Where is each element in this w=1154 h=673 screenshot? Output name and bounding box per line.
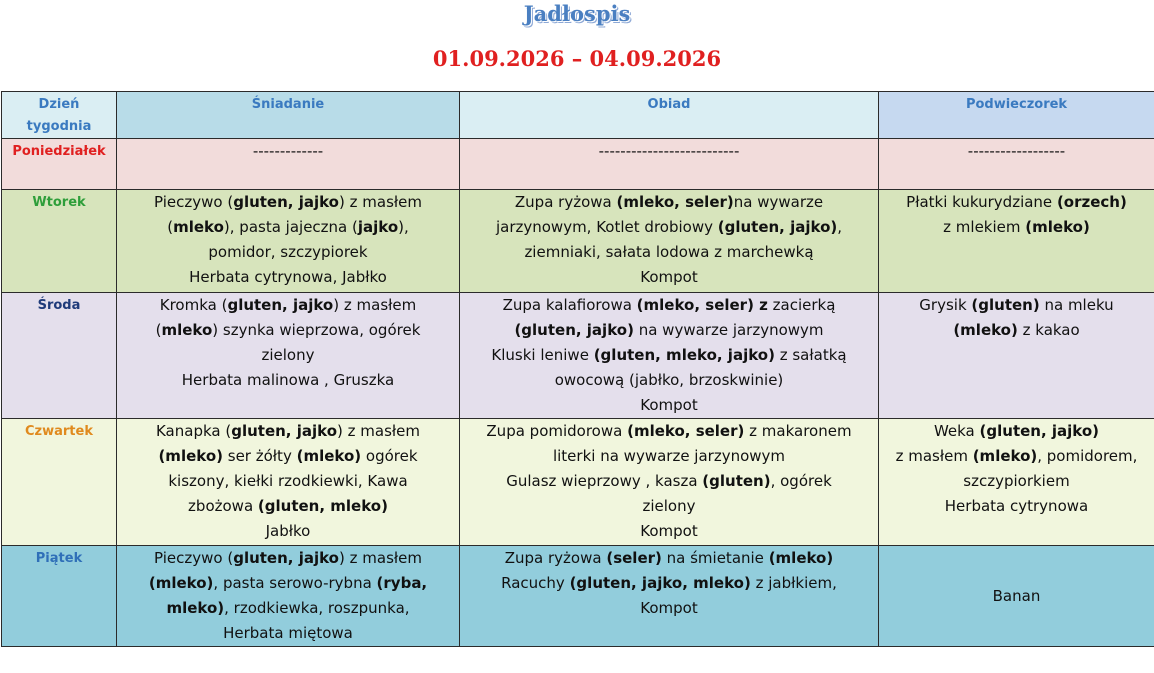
column-header-day-line2: tygodnia	[26, 119, 92, 134]
day-thursday: Czwartek	[2, 419, 117, 546]
tuesday-snack: Płatki kukurydziane (orzech) z mlekiem (mleko)	[879, 190, 1154, 293]
friday-breakfast: Pieczywo (gluten, jajko) z masłem (mleko), pasta serowo-rybna (ryba, mleko), rzodkiewka, roszpunka, Herbata miętowa	[117, 546, 460, 647]
table-row-friday	[2, 546, 1154, 647]
monday-snack: ------------------	[879, 139, 1154, 190]
day-monday: Poniedziałek	[2, 139, 117, 190]
day-wednesday: Środa	[2, 293, 117, 419]
table-row-wednesday	[2, 293, 1154, 419]
table-header-row	[2, 92, 1154, 139]
table-row-tuesday	[2, 190, 1154, 293]
wednesday-breakfast: Kromka (gluten, jajko) z masłem (mleko) szynka wieprzowa, ogórek zielony Herbata malinowa , Gruszka	[117, 293, 460, 419]
thursday-lunch: Zupa pomidorowa (mleko, seler) z makaronem literki na wywarze jarzynowym Gulasz wieprzowy , kasza (gluten), ogórek zielony Kompot	[460, 419, 879, 546]
monday-lunch: --------------------------	[460, 139, 879, 190]
tuesday-breakfast: Pieczywo (gluten, jajko) z masłem (mleko), pasta jajeczna (jajko), pomidor, szczypiorek Herbata cytrynowa, Jabłko	[117, 190, 460, 293]
monday-breakfast: -------------	[117, 139, 460, 190]
thursday-snack: Weka (gluten, jajko) z masłem (mleko), pomidorem, szczypiorkiem Herbata cytrynowa	[879, 419, 1154, 546]
wednesday-snack: Grysik (gluten) na mleku (mleko) z kakao	[879, 293, 1154, 419]
tuesday-lunch: Zupa ryżowa (mleko, seler)na wywarze jarzynowym, Kotlet drobiowy (gluten, jajko), ziemniaki, sałata lodowa z marchewką Kompot	[460, 190, 879, 293]
page-title: Jadłospis	[523, 1, 631, 26]
menu-table	[1, 91, 1154, 647]
wednesday-lunch: Zupa kalafiorowa (mleko, seler) z zacierką (gluten, jajko) na wywarze jarzynowym Kluski leniwe (gluten, mleko, jajko) z sałatką owocową (jabłko, brzoskwinie) Kompot	[460, 293, 879, 419]
table-row-thursday	[2, 419, 1154, 546]
friday-lunch: Zupa ryżowa (seler) na śmietanie (mleko) Racuchy (gluten, jajko, mleko) z jabłkiem, Kompot	[460, 546, 879, 647]
date-range: 01.09.2026 – 04.09.2026	[432, 46, 722, 71]
thursday-breakfast: Kanapka (gluten, jajko) z masłem (mleko) ser żółty (mleko) ogórek kiszony, kiełki rzodkiewki, Kawa zbożowa (gluten, mleko) Jabłko	[117, 419, 460, 546]
column-header-day	[2, 92, 117, 139]
table-row-monday	[2, 139, 1154, 190]
friday-snack: Banan	[879, 546, 1154, 647]
day-friday: Piątek	[2, 546, 117, 647]
column-header-lunch: Obiad	[460, 92, 879, 139]
day-tuesday: Wtorek	[2, 190, 117, 293]
column-header-snack: Podwieczorek	[879, 92, 1154, 139]
column-header-breakfast: Śniadanie	[117, 92, 460, 139]
column-header-day-line1: Dzień	[38, 97, 80, 112]
